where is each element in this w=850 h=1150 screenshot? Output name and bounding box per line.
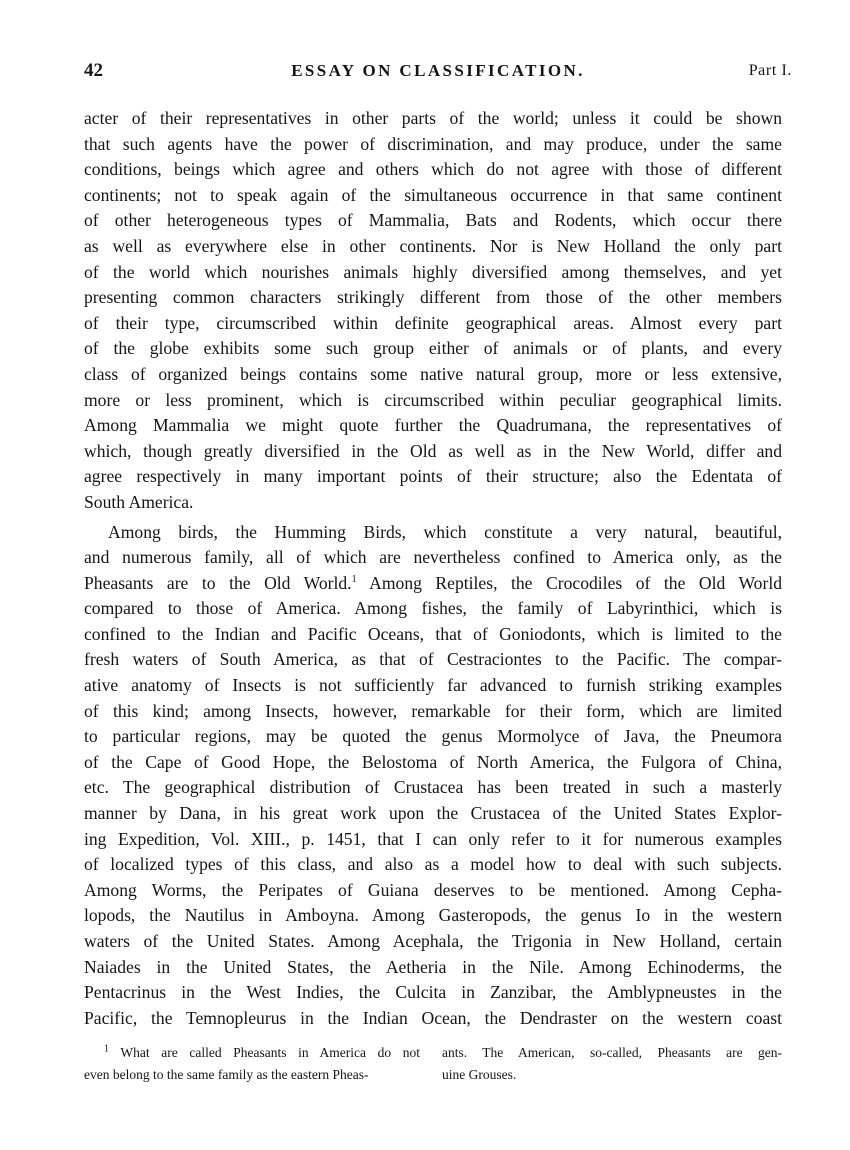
text-line: waters of the United States. Among Acephala, the Trigonia in New Holland, certain xyxy=(84,931,782,951)
text-fragment: Pheasants are to the Old World. xyxy=(84,572,352,593)
text-line: to particular regions, may be quoted the genus Mormolyce of Java, the Pneumora xyxy=(84,726,782,747)
text-line: fresh waters of South America, as that of Cestraciontes to the Pacific. The compar- xyxy=(84,649,782,670)
text-line: Among Mammalia we might quote further the Quadrumana, the representatives of xyxy=(84,415,782,436)
part-label: Part I. xyxy=(748,62,792,79)
paragraph xyxy=(84,106,782,516)
text-line: manner by Dana, in his great work upon the Crustacea of the United States Explor- xyxy=(84,803,782,824)
footnote-line: ants. The American, so-called, Pheasants are gen- xyxy=(442,1045,782,1060)
text-line: Naiades in the United States, the Aetheria in the Nile. Among Echinoderms, the xyxy=(84,956,782,977)
text-line: ative anatomy of Insects is not sufficiently far advanced to furnish striking examples xyxy=(84,675,782,696)
text-line: of the world which nourishes animals highly diversified among themselves, and yet xyxy=(84,261,782,282)
page-header xyxy=(84,56,792,86)
footnote-line: uine Grouses. xyxy=(442,1067,517,1082)
text-line-with-footnote xyxy=(84,571,782,597)
footnote-reference[interactable]: 1 xyxy=(351,573,357,585)
text-line: of their type, circumscribed within definite geographical areas. Almost every part xyxy=(84,312,782,333)
text-line: Among Worms, the Peripates of Guiana deserves to be mentioned. Among Cepha- xyxy=(84,879,782,900)
footnote-text: What are called Pheasants in America do not xyxy=(120,1045,420,1060)
body-text xyxy=(84,106,782,1031)
text-line: South America. xyxy=(84,491,194,512)
text-line: of localized types of this class, and also as a model how to deal with such subjects. xyxy=(84,854,782,875)
text-line: of this kind; among Insects, however, remarkable for their form, which are limited xyxy=(84,700,782,721)
text-line: etc. The geographical distribution of Crustacea has been treated in such a masterly xyxy=(84,777,782,798)
text-line: and numerous family, all of which are nevertheless confined to America only, as the xyxy=(84,547,782,568)
text-fragment: Among Reptiles, the Crocodiles of the Old World xyxy=(369,572,783,593)
text-line: lopods, the Nautilus in Amboyna. Among Gasteropods, the genus Io in the western xyxy=(84,905,782,926)
text-line: which, though greatly diversified in the Old as well as in the New World, differ and xyxy=(84,440,782,461)
footnote-column-right xyxy=(442,1042,782,1086)
text-line: continents; not to speak again of the simultaneous occurrence in that same continent xyxy=(84,184,782,205)
text-line: agree respectively in many important points of their structure; also the Edentata of xyxy=(84,466,782,487)
page-number: 42 xyxy=(84,60,103,81)
text-line: conditions, beings which agree and others which do not agree with those of different xyxy=(84,159,782,180)
footnote-line: even belong to the same family as the eastern Pheas- xyxy=(84,1067,369,1082)
paragraph xyxy=(84,520,782,1032)
text-line: Pacific, the Temnopleurus in the Indian Ocean, the Dendraster on the western coast xyxy=(84,1007,782,1028)
text-line: confined to the Indian and Pacific Oceans, that of Goniodonts, which is limited to the xyxy=(84,623,782,644)
text-line: Pentacrinus in the West Indies, the Culcita in Zanzibar, the Amblypneustes in the xyxy=(84,982,782,1003)
footnote-column-left xyxy=(84,1042,420,1086)
text-line: of other heterogeneous types of Mammalia, Bats and Rodents, which occur there xyxy=(84,210,782,231)
text-line: Among birds, the Humming Birds, which constitute a very natural, beautiful, xyxy=(108,521,782,542)
running-title: ESSAY ON CLASSIFICATION. xyxy=(291,61,585,80)
text-line: of the globe exhibits some such group either of animals or of plants, and every xyxy=(84,338,782,359)
text-line: class of organized beings contains some native natural group, more or less extensive, xyxy=(84,363,782,384)
text-line: as well as everywhere else in other continents. Nor is New Holland the only part xyxy=(84,235,782,256)
text-line: compared to those of America. Among fishes, the family of Labyrinthici, which is xyxy=(84,598,782,619)
footnote-marker: 1 xyxy=(104,1043,109,1055)
footnote-line xyxy=(84,1042,420,1064)
text-line: acter of their representatives in other parts of the world; unless it could be shown xyxy=(84,108,782,128)
text-line: more or less prominent, which is circumscribed within peculiar geographical limits. xyxy=(84,389,782,410)
text-line: ing Expedition, Vol. XIII., p. 1451, that I can only refer to it for numerous examples xyxy=(84,828,782,849)
text-line: of the Cape of Good Hope, the Belostoma of North America, the Fulgora of China, xyxy=(84,751,782,772)
text-line: presenting common characters strikingly different from those of the other members xyxy=(84,287,782,308)
text-line: that such agents have the power of discrimination, and may produce, under the same xyxy=(84,133,782,154)
